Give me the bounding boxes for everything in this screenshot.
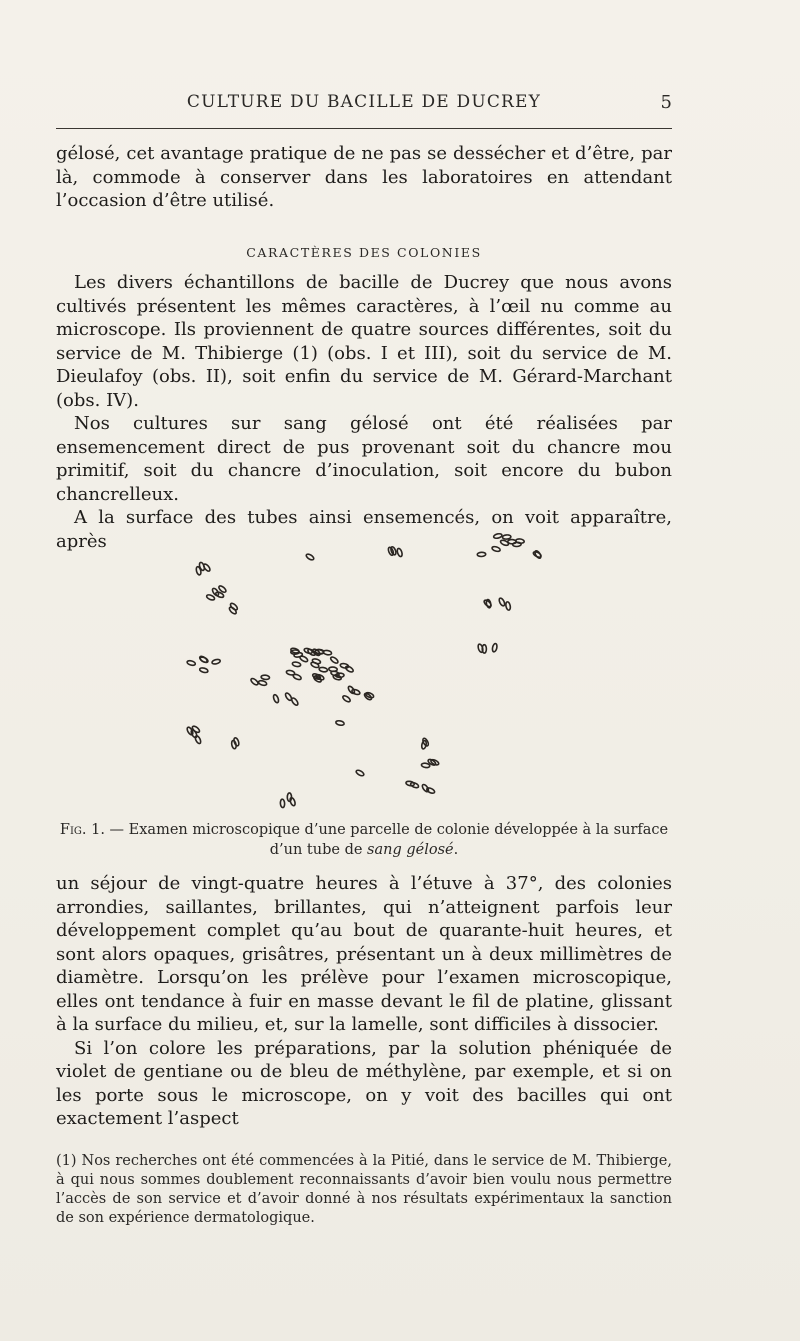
bacilli-drawing — [150, 525, 600, 815]
bacillus-30 — [187, 660, 196, 666]
bacillus-78 — [233, 737, 240, 746]
bacillus-26 — [498, 597, 506, 606]
bacillus-89 — [280, 799, 285, 808]
footnote-text: (1) Nos recherches ont été commencées à la Pitié, dans le service de M. Thibierge, à qui nous sommes doublement reconnaissants d’avoir bien voulu nous permettre l’accès de son service et d’avoir donné à nos résultats expérimentaux la sanction de son expérience dermatologique. — [56, 1153, 672, 1226]
bacillus-22 — [533, 551, 542, 559]
bacillus-8 — [229, 602, 238, 611]
paragraph-cultures: Nos cultures sur sang gélosé ont été réalisées par ensemencement direct de pus provenant soit du chancre mou primitif, soit du chancre d’inoculation, soit encore du bubon chancrelleux. — [56, 413, 672, 505]
bacillus-9 — [305, 553, 314, 561]
bacillus-37 — [261, 675, 270, 680]
bacillus-24 — [486, 599, 492, 608]
figure-caption-italic: sang gélosé — [367, 842, 454, 858]
section-text-block — [56, 271, 672, 553]
bacillus-11 — [396, 548, 403, 557]
bacillus-33 — [199, 656, 208, 663]
footnote — [56, 1152, 672, 1228]
paragraph-colonies: un séjour de vingt-quatre heures à l’étuve à 37°, des colonies arrondies, saillantes, brillantes, qui n’atteignent parfois leur développement complet qu’au bout de quarante-huit heures, et sont alors opaques, grisâtres, présentant un à deux millimètres de diamètre. Lorsqu’on les prélève pour l’examen microscopique, elles ont tendance à fuir en masse devant le fil de platine, glissant à la surface du milieu, et, sur la lamelle, sont difficiles à dissocier. — [56, 873, 672, 1035]
bacillus-59 — [345, 665, 354, 673]
bacillus-61 — [319, 667, 328, 673]
header-rule — [56, 128, 672, 129]
bacillus-29 — [492, 643, 498, 652]
bacillus-87 — [421, 783, 429, 792]
figure-label: Fig. 1. — [59, 822, 105, 838]
bacillus-14 — [477, 552, 486, 557]
bacillus-64 — [272, 694, 279, 703]
bacillus-18 — [493, 533, 502, 539]
figure-caption-lead: — Examen microscopique d’une parcelle de colonie développée à la surface d’un tube de — [104, 822, 669, 858]
paragraph-staining: Si l’on colore les préparations, par la solution phéniquée de violet de gentiane ou de bleu de méthylène, par exemple, et si on les porte sous le microscope, on y voit des bacilles qui ont exactement l’aspect — [56, 1037, 672, 1129]
bacillus-28 — [482, 645, 486, 653]
bacillus-73 — [194, 735, 202, 744]
continued-paragraph-block — [56, 142, 672, 213]
paragraph-surface: A la surface des tubes ainsi ensemencés, on voit apparaître, après — [56, 507, 672, 552]
bacillus-34 — [212, 659, 221, 665]
figure-caption — [56, 820, 672, 860]
bacillus-57 — [310, 661, 319, 668]
bacillus-17 — [502, 535, 511, 540]
bacillus-62 — [330, 670, 339, 676]
continued-text-block — [56, 872, 672, 1131]
bacillus-32 — [199, 667, 208, 673]
bacillus-67 — [351, 689, 360, 696]
bacillus-54 — [293, 673, 302, 680]
paragraph-continued: gélosé, cet avantage pratique de ne pas se dessécher et d’être, par là, commode à conserver dans les laboratoires en attendant l’occasion d’être utilisé. — [56, 143, 672, 211]
bacillus-1 — [199, 562, 206, 571]
paragraph-sources: Les divers échantillons de bacille de Ducrey que nous avons cultivés présentent les mêmes caractères, à l’œil nu comme au microscope. Ils proviennent de quatre sources différentes, soit du service de M. Thibierge (1) (obs. I et III), soit du service de M. Dieulafoy (obs. II), soit enfin du service de M. Gérard-Marchant (obs. IV). — [56, 272, 672, 411]
page-header — [56, 92, 672, 116]
bacillus-36 — [258, 680, 267, 686]
section-heading: CARACTÈRES DES COLONIES — [246, 245, 482, 260]
bacillus-5 — [206, 594, 215, 601]
bacillus-70 — [342, 695, 351, 703]
bacillus-66 — [284, 692, 292, 701]
bacillus-25 — [505, 601, 511, 610]
bacillus-19 — [491, 546, 500, 553]
bacillus-72 — [335, 720, 344, 726]
figure-microscopy — [150, 525, 600, 815]
bacillus-84 — [355, 769, 364, 777]
running-title: CULTURE DU BACILLE DE DUCREY — [186, 92, 542, 112]
bacillus-45 — [292, 661, 301, 667]
bacillus-47 — [330, 656, 339, 664]
figure-caption-end: . — [453, 842, 459, 858]
bacillus-35 — [250, 677, 259, 686]
page-number: 5 — [660, 92, 672, 113]
